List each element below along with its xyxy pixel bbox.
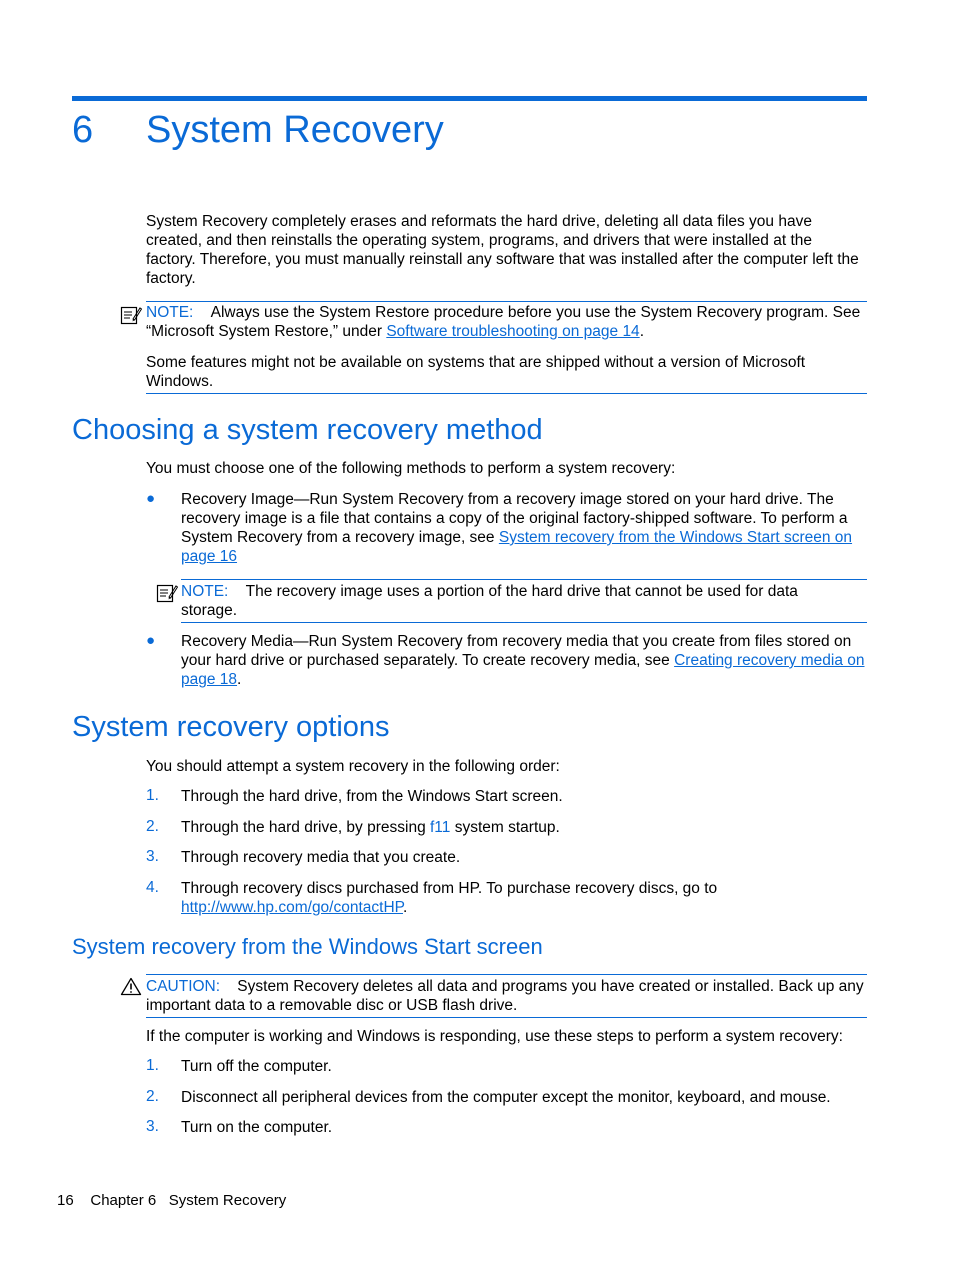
hp-contact-link[interactable]: http://www.hp.com/go/contactHP (181, 899, 403, 916)
note2-label: NOTE: (181, 583, 229, 600)
note1-para2: Some features might not be available on systems that are shipped without a version of Microsoft Windows. (146, 354, 806, 390)
page-number: 16 (57, 1192, 74, 1209)
chapter-title: System Recovery (146, 109, 444, 151)
list-number: 2. (146, 818, 159, 835)
bullet1-link[interactable]: System recovery from the Windows Start screen on page 16 (181, 529, 853, 565)
option4-text: Through recovery discs purchased from HP. To purchase recovery discs, go to (181, 880, 718, 897)
caution-icon (120, 977, 142, 996)
note-top-rule (146, 301, 867, 302)
bullet2-after: . (237, 671, 242, 688)
list-number: 1. (146, 1057, 159, 1074)
note-bottom-rule (146, 393, 867, 394)
bullet-marker: ● (146, 490, 156, 507)
note1-body: Always use the System Restore procedure before you use the System Recovery program. See “Microsoft System Restore,” under (146, 304, 861, 340)
list-number: 4. (146, 879, 159, 896)
caution-top-rule (146, 974, 867, 975)
caution-bottom-rule (146, 1017, 867, 1018)
section-heading-recovery-options: System recovery options (72, 711, 390, 743)
option-item-3: Through recovery media that you create. (181, 849, 461, 866)
note1-after: . (639, 323, 644, 340)
section-heading-windows-start: System recovery from the Windows Start screen (72, 934, 543, 959)
list-number: 3. (146, 848, 159, 865)
note-icon (120, 305, 142, 325)
section1-intro: You must choose one of the following methods to perform a system recovery: (146, 460, 676, 477)
option2-after: system startup. (450, 819, 560, 836)
note2-top-rule (181, 579, 867, 580)
note-icon (156, 583, 178, 603)
note2-bottom-rule (181, 622, 867, 623)
note1-label: NOTE: (146, 304, 194, 321)
section2-intro: You should attempt a system recovery in the following order: (146, 758, 560, 775)
note1-text (146, 303, 864, 341)
caution-label: CAUTION: (146, 978, 221, 995)
section-heading-recovery-method: Choosing a system recovery method (72, 414, 543, 446)
bullet-marker: ● (146, 632, 156, 649)
list-number: 2. (146, 1088, 159, 1105)
step-1: Turn off the computer. (181, 1058, 332, 1075)
footer-chapter: Chapter 6 (90, 1192, 157, 1209)
section3-intro: If the computer is working and Windows is responding, use these steps to perform a system recovery: (146, 1028, 843, 1045)
step-3: Turn on the computer. (181, 1119, 333, 1136)
option4-after: . (403, 899, 408, 916)
footer-title: System Recovery (168, 1192, 287, 1209)
note2-text (181, 582, 841, 620)
caution-text (146, 977, 864, 1015)
step-2: Disconnect all peripheral devices from the computer except the monitor, keyboard, and mouse. (181, 1089, 831, 1106)
option-item-1: Through the hard drive, from the Windows Start screen. (181, 788, 563, 805)
option-item-4 (181, 879, 781, 917)
note1-link[interactable]: Software troubleshooting on page 14 (386, 323, 640, 340)
caution-body: System Recovery deletes all data and programs you have created or installed. Back up any important data to a removable disc or USB flash drive. (146, 978, 864, 1014)
bullet-recovery-image (181, 490, 871, 566)
bullet2-text: Recovery Media—Run System Recovery from recovery media that you create from files stored on your hard drive or purchased separately. To create recovery media, see (181, 633, 852, 669)
page-footer (57, 1191, 286, 1210)
bullet-recovery-media (181, 632, 866, 689)
bullet1-text: Recovery Image—Run System Recovery from a recovery image stored on your hard drive. The recovery image is a file that contains a copy of the original factory-shipped software. To perform a System Recovery from a recovery image, see (181, 491, 848, 546)
chapter-rule (72, 96, 867, 101)
intro-paragraph: System Recovery completely erases and reformats the hard drive, deleting all data files you have created, and then reinstalls the operating system, programs, and drivers that were installed at the factory. Therefore, you must manually reinstall any software that was installed after the computer left the factory. (146, 213, 859, 287)
bullet2-link[interactable]: Creating recovery media on page 18 (181, 652, 865, 688)
list-number: 3. (146, 1118, 159, 1135)
chapter-number: 6 (72, 109, 94, 151)
note2-body: The recovery image uses a portion of the hard drive that cannot be used for data storage. (181, 583, 798, 619)
option-item-2 (181, 818, 861, 837)
list-number: 1. (146, 787, 159, 804)
option2-text: Through the hard drive, by pressing (181, 819, 430, 836)
f11-key: f11 (430, 819, 451, 836)
